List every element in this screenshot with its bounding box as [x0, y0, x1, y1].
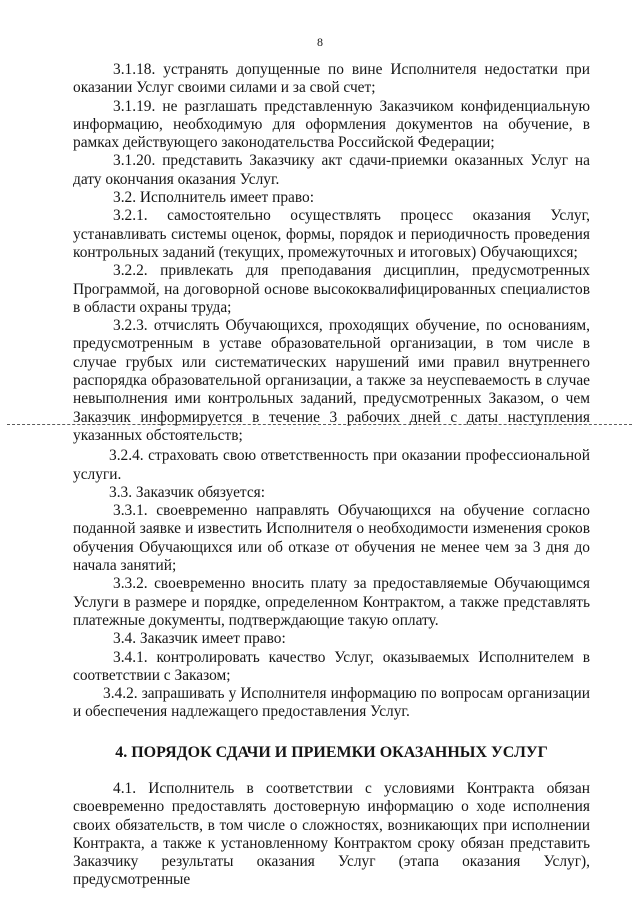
section-4-heading: 4. ПОРЯДОК СДАЧИ И ПРИЕМКИ ОКАЗАННЫХ УСЛУГ [115, 743, 548, 761]
clause-3-1-18: 3.1.18. устранять допущенные по вине Исполнителя недостатки при оказании Услуг своими силами и за свой счет; [73, 61, 590, 97]
clause-3-3: 3.3. Заказчик обязуется: [109, 483, 266, 501]
clause-3-3-2: 3.3.2. своевременно вносить плату за предоставляемые Обучающимся Услуги в размере и порядке, определенном Контрактом, а также представлять платежные документы, подтверждающие такую оплату. [73, 575, 590, 629]
clause-3-2-1: 3.2.1. самостоятельно осуществлять процесс оказания Услуг, устанавливать системы оценок, формы, порядок и периодичность проведения контрольных заданий (текущих, промежуточных и итоговых) Обучающихся; [73, 207, 590, 261]
clause-3-3-1: 3.3.1. своевременно направлять Обучающихся на обучение согласно поданной заявке и известить Исполнителя о необходимости изменения сроков обучения Обучающихся или об отказе от обучения не менее чем за 3 дня до начала занятий; [73, 502, 590, 575]
clause-3-2-3: 3.2.3. отчислять Обучающихся, проходящих обучение, по основаниям, предусмотренным в уставе образовательной организации, в том числе в случае грубых или систематических нарушений ими правил внутреннего распорядка образовательной организации, а также за неуспеваемость в случае невыполнения ими контрольных заданий, предусмотренных Заказом, о чем Заказчик информируется в течение 3 рабочих дней с даты наступления указанных обстоятельств; [73, 317, 590, 444]
clause-3-2: 3.2. Исполнитель имеет право: [113, 189, 314, 207]
clause-3-1-20: 3.1.20. представить Заказчику акт сдачи-приемки оказанных Услуг на дату окончания оказания Услуг. [73, 152, 590, 188]
clause-3-4-1: 3.4.1. контролировать качество Услуг, оказываемых Исполнителем в соответствии с Заказом; [73, 648, 590, 684]
clause-3-2-4: 3.2.4. страховать свою ответственность при оказании профессиональной услуги. [73, 447, 590, 483]
clause-4-1: 4.1. Исполнитель в соответствии с условиями Контракта обязан своевременно предоставлять достоверную информацию о ходе исполнения своих обязательств, в том числе о сложностях, возникающих при исполнении Контракта, а также к установленному Контрактом сроку обязан представить Заказчику результаты оказания Услуг (этапа оказания Услуг), предусмотренные [73, 779, 590, 889]
clause-3-1-19: 3.1.19. не разглашать представленную Заказчиком конфиденциальную информацию, необходимую для оформления документов на обучение, в рамках действующего законодательства Российской Федерации; [73, 97, 590, 152]
clause-3-4: 3.4. Заказчик имеет право: [113, 630, 286, 648]
page-number: 8 [317, 35, 323, 49]
clause-3-4-2: 3.4.2. запрашивать у Исполнителя информацию по вопросам организации и обеспечения надлежащего предоставления Услуг. [73, 685, 590, 721]
document-body [73, 61, 590, 890]
clause-3-2-2: 3.2.2. привлекать для преподавания дисциплин, предусмотренных Программой, на договорной основе высококвалифицированных специалистов в области охраны труда; [73, 262, 590, 316]
